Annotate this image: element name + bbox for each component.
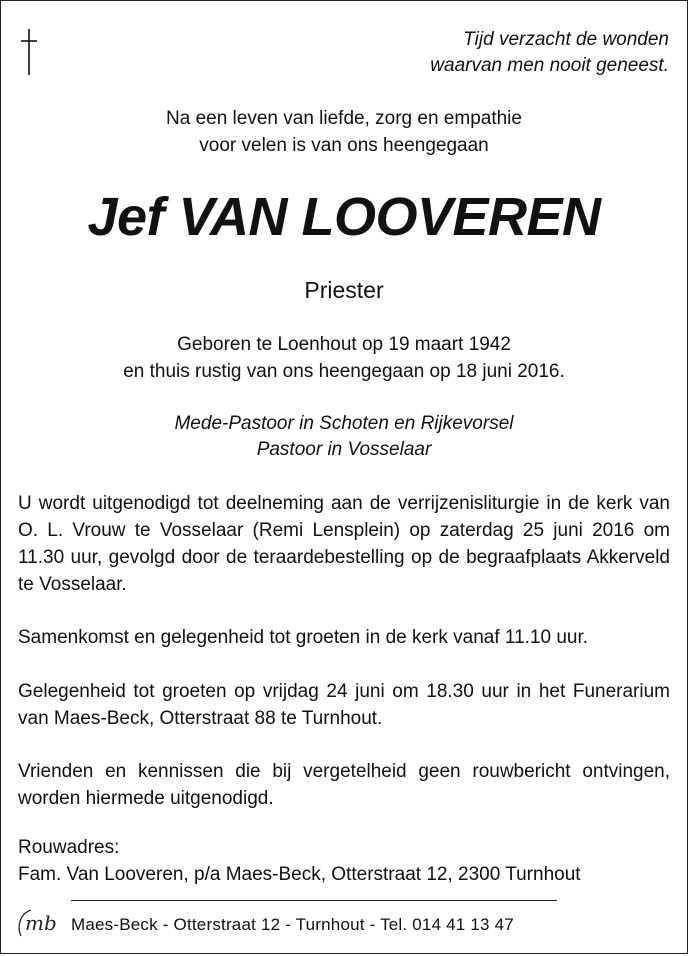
motto-line-1: Tijd verzacht de wonden: [463, 29, 669, 50]
address-label: Rouwadres:: [18, 837, 120, 858]
gathering-paragraph: Samenkomst en gelegenheid tot groeten in de kerk vanaf 11.10 uur.: [18, 627, 589, 648]
address-value: Fam. Van Looveren, p/a Maes-Beck, Otterstraat 12, 2300 Turnhout: [18, 864, 581, 885]
role-line-2: Pastoor in Vosselaar: [256, 439, 432, 460]
roles: [1, 411, 687, 463]
birth-line: Geboren te Loenhout op 19 maart 1942: [177, 334, 511, 355]
life-dates: [1, 331, 687, 385]
death-line: en thuis rustig van ons heengegaan op 18 juni 2016.: [123, 361, 565, 382]
footer-contact: Maes-Beck - Otterstraat 12 - Turnhout - Tel. 014 41 13 47: [71, 915, 514, 934]
motto: [430, 27, 669, 79]
visitation-paragraph: Gelegenheid tot groeten op vrijdag 24 juni om 18.30 uur in het Funerarium van Maes-Beck, Otterstraat 88 te Turnhout.: [18, 681, 670, 729]
cross-icon: [21, 29, 37, 75]
intro-text: [1, 105, 687, 159]
invitation-paragraph: U wordt uitgenodigd tot deelneming aan de verrijzenisliturgie in de kerk van O. L. Vrouw te Vosselaar (Remi Lensplein) op zaterdag 25 juni 2016 om 11.30 uur, gevolgd door de teraardebestelling op de begraafplaats Akkerveld te Vosselaar.: [18, 493, 670, 595]
motto-line-2: waarvan men nooit geneest.: [430, 55, 669, 76]
maes-beck-logo-icon: [15, 906, 61, 940]
footer-divider: [71, 900, 557, 901]
intro-line-1: Na een leven van liefde, zorg en empathie: [166, 108, 522, 129]
mourning-address: [18, 834, 670, 888]
friends-paragraph: Vrienden en kennissen die bij vergetelheid geen rouwbericht ontvingen, worden hiermede uitgenodigd.: [18, 761, 670, 809]
role-line-1: Mede-Pastoor in Schoten en Rijkevorsel: [174, 413, 514, 434]
deceased-name: Jef VAN LOOVEREN: [87, 187, 601, 247]
deceased-title: Priester: [304, 277, 384, 303]
intro-line-2: voor velen is van ons heengegaan: [199, 135, 489, 156]
logo-text: mb: [25, 911, 57, 935]
